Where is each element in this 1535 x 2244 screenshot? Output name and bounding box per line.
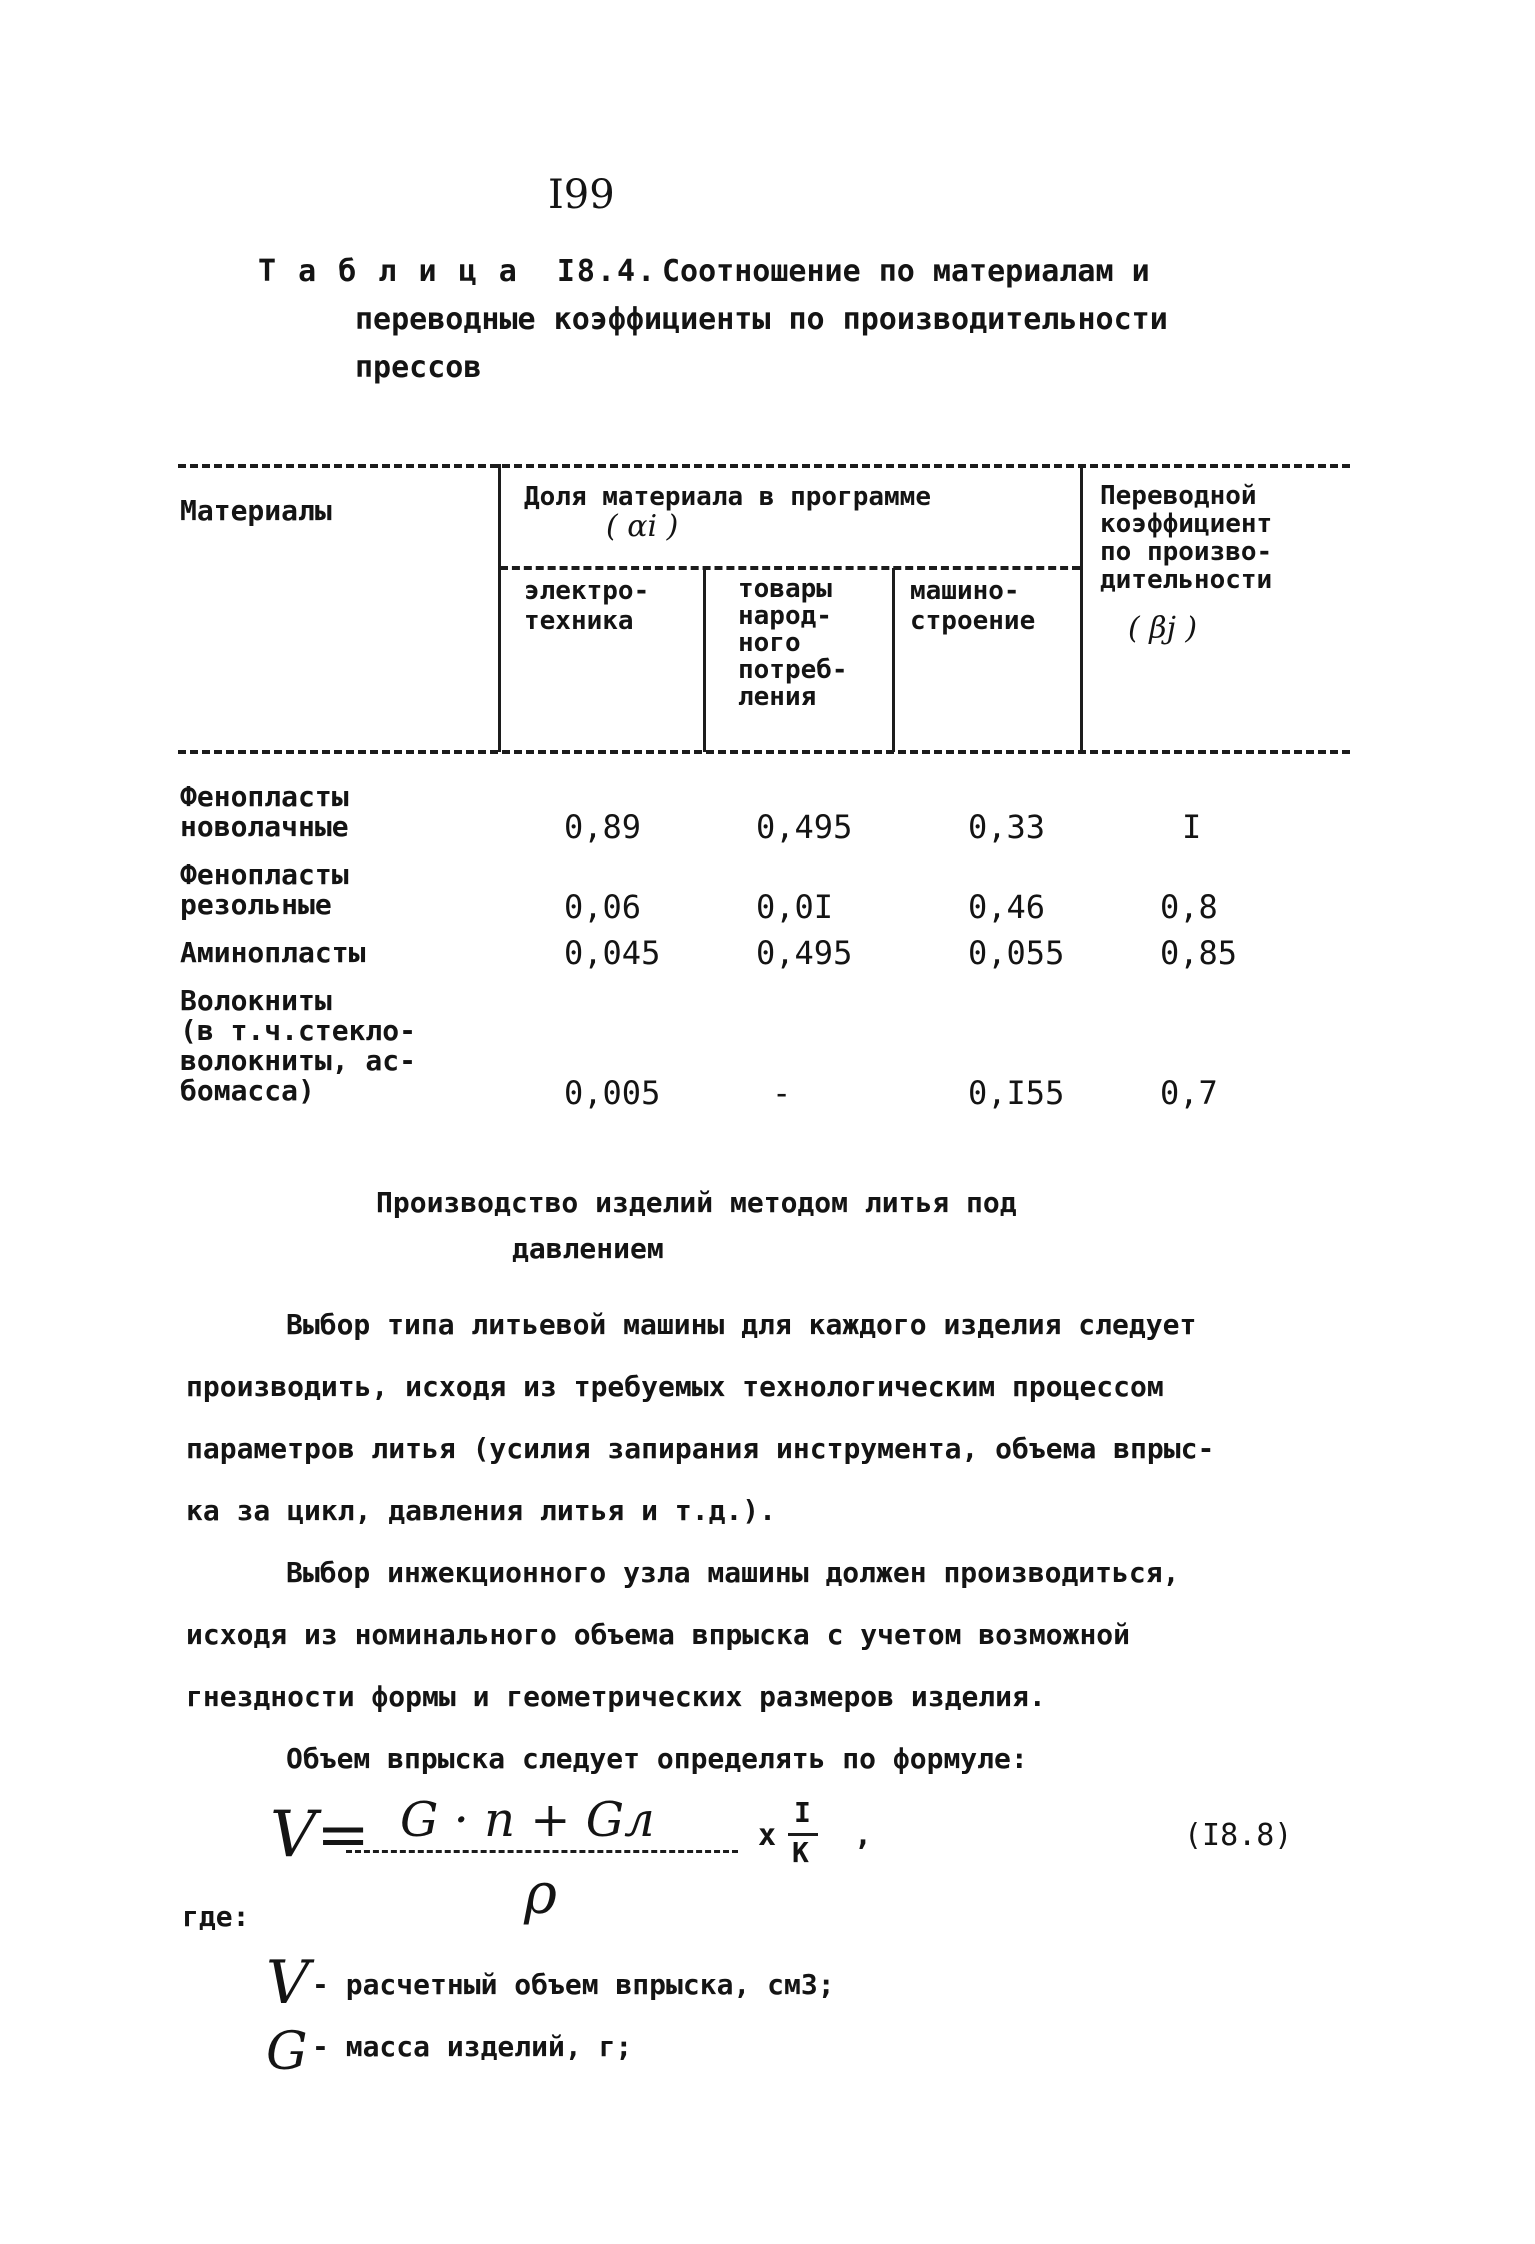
subheader-consumer-line: потреб- (738, 655, 848, 685)
table-cell: 0,46 (968, 888, 1046, 926)
definition-text: - расчетный объем впрыска, см3; (312, 1968, 835, 2001)
header-coef (1100, 482, 1272, 594)
table-row-name (180, 860, 349, 920)
table-cell: 0,045 (564, 934, 661, 972)
formula-lhs: V= (270, 1798, 370, 1872)
table-cell: 0,005 (564, 1074, 661, 1112)
table-cell: 0,8 (1160, 888, 1218, 926)
table-cell: 0,495 (756, 934, 853, 972)
table-cell: 0,33 (968, 808, 1046, 846)
header-coef-line: дительности (1100, 565, 1273, 595)
header-coef-line: по произво- (1100, 537, 1273, 567)
header-coef-line: Переводной (1100, 481, 1257, 511)
header-share: Доля материала в программе (524, 482, 931, 512)
row-name-line: волокниты, ас- (180, 1044, 417, 1077)
paragraph-line: гнездности формы и геометрических размеров изделия. (186, 1680, 1046, 1713)
formula-times: x (758, 1818, 777, 1853)
page-number: I99 (548, 172, 615, 218)
subheader-consumer-line: товары (738, 574, 832, 604)
row-name-line: бомасса) (180, 1074, 315, 1107)
table-cell: 0,89 (564, 808, 642, 846)
formula-frac2-num: I (794, 1796, 811, 1829)
table-row-name (180, 938, 365, 968)
table-divider-2 (703, 568, 706, 752)
paragraph-line: Объем впрыска следует определять по формуле: (286, 1742, 1028, 1775)
where-label: где: (182, 1900, 250, 1933)
header-coef-symbol: ( βj ) (1128, 611, 1198, 646)
table-row-name (180, 782, 349, 842)
header-share-symbol: ( αi ) (606, 509, 679, 544)
paragraph-line: параметров литья (усилия запирания инструмента, объема впрыс- (186, 1432, 1215, 1465)
row-name-line: новолачные (180, 810, 349, 843)
table-divider-1 (498, 464, 501, 752)
table-cell: 0,06 (564, 888, 642, 926)
formula-denominator: ρ (524, 1862, 557, 1927)
row-name-line: Аминопласты (180, 936, 366, 969)
table-cell: 0,0I (756, 888, 834, 926)
caption-number: I8.4. (556, 254, 658, 289)
formula-numerator: G · n + Gл (400, 1792, 655, 1848)
definition-symbol: G (266, 2022, 308, 2082)
table-header-bottom-rule (178, 750, 1350, 754)
subheader-consumer-line: ления (738, 682, 817, 712)
row-name-line: (в т.ч.стекло- (180, 1014, 417, 1047)
subheader-electro-line: техника (524, 606, 634, 636)
table-cell: - (772, 1074, 792, 1112)
table-cell: 0,I55 (968, 1074, 1065, 1112)
caption-label (258, 254, 657, 289)
paragraph-line: производить, исходя из требуемых технологическим процессом (186, 1370, 1164, 1403)
formula-fraction-bar (346, 1850, 738, 1853)
subheader-electro-line: электро- (524, 576, 650, 606)
subheader-machine (910, 576, 1035, 636)
row-name-line: резольные (180, 888, 332, 921)
caption-line-2: переводные коэффициенты по производительности (355, 302, 1168, 337)
table-top-rule (178, 464, 1350, 468)
subheader-machine-line: строение (910, 606, 1036, 636)
subheader-consumer-line: ного (738, 628, 801, 658)
caption-label-text: Т а б л и ц а (258, 254, 519, 289)
formula-frac2-den: K (792, 1836, 809, 1869)
table-subheader-rule (500, 566, 1080, 570)
subheader-consumer (738, 576, 848, 711)
definition-text: - масса изделий, г; (312, 2030, 633, 2063)
section-title-line-2: давлением (512, 1232, 664, 1265)
row-name-line: Фенопласты (180, 858, 349, 891)
table-cell: I (1182, 808, 1202, 846)
paragraph-line: Выбор инжекционного узла машины должен производиться, (286, 1556, 1180, 1589)
table-divider-3 (892, 568, 895, 752)
subheader-electro (524, 576, 649, 636)
table-divider-4 (1080, 464, 1083, 752)
row-name-line: Волокниты (180, 984, 332, 1017)
header-coef-line: коэффициент (1100, 509, 1273, 539)
table-cell: 0,495 (756, 808, 853, 846)
section-title-line-1: Производство изделий методом литья под (376, 1186, 1017, 1219)
paragraph-line: ка за цикл, давления литья и т.д.). (186, 1494, 777, 1527)
table-cell: 0,85 (1160, 934, 1238, 972)
subheader-consumer-line: народ- (738, 601, 832, 631)
formula-number: (I8.8) (1184, 1818, 1293, 1853)
header-materials: Материалы (180, 494, 332, 527)
table-cell: 0,7 (1160, 1074, 1218, 1112)
paragraph-line: Выбор типа литьевой машины для каждого изделия следует (286, 1308, 1197, 1341)
paragraph-line: исходя из номинального объема впрыска с учетом возможной (186, 1618, 1131, 1651)
row-name-line: Фенопласты (180, 780, 349, 813)
caption-line-3: прессов (355, 350, 482, 385)
table-cell: 0,055 (968, 934, 1065, 972)
caption-line-1: Соотношение по материалам и (662, 254, 1150, 289)
subheader-machine-line: машино- (910, 576, 1020, 606)
table-row-name (180, 986, 416, 1106)
definition-symbol: V (266, 1948, 310, 2018)
formula-comma: , (854, 1818, 873, 1853)
